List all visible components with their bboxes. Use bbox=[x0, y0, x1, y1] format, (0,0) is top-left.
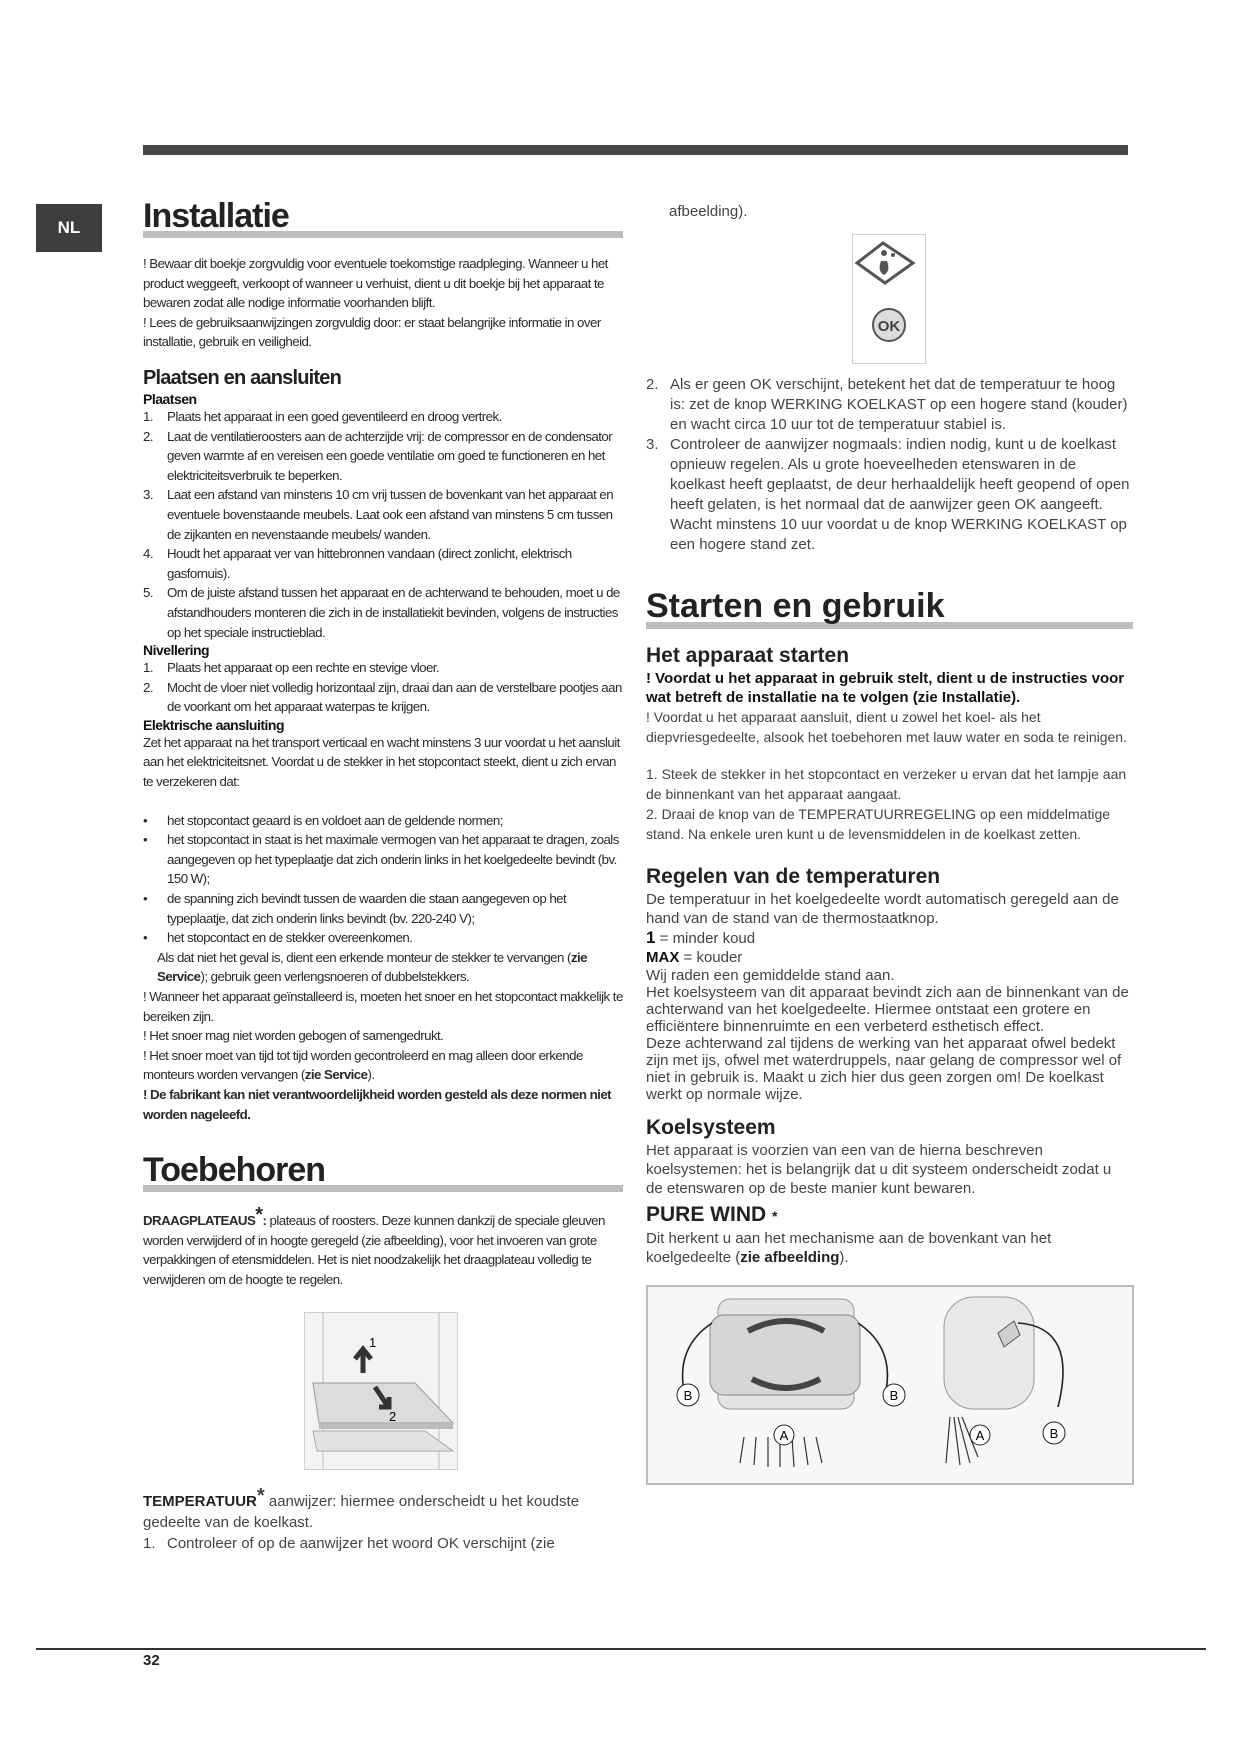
shelf-label-2: 2 bbox=[389, 1408, 397, 1424]
service-link-2[interactable]: zie Service bbox=[304, 1067, 368, 1083]
advice-text: Wij raden een gemiddelde stand aan. bbox=[646, 967, 895, 984]
temperature-check-list bbox=[646, 375, 1131, 555]
shelf-illustration bbox=[305, 1313, 457, 1469]
list-item: 1. Plaats het apparaat op een rechte en stevige vloer. bbox=[143, 660, 440, 676]
toebehoren-heading bbox=[143, 1150, 623, 1194]
list-item: 3. Controleer de aanwijzer nogmaals: indien nodig, kunt u de koelkast opnieuw regelen. Als u grote hoeveelheden etenswaren in de koelkast heeft geplaatst, de deur herhaaldelijk heeft geopend of open heeft gelaten, is het normaal dat de aanwijzer geen OK aangeeft. Wacht minstens 10 uur voordat u de knop WERKING KOELKAST op een hogere stand zet. bbox=[646, 436, 1130, 553]
regelen-text: De temperatuur in het koelgedeelte wordt automatisch geregeld aan de hand van de stand van de thermostaatknop. bbox=[646, 891, 1119, 927]
service-note: Als dat niet het geval is, dient een erkende monteur de stekker te vervangen (zie Service); gebruik geen verlengsnoeren of dubbelstekkers. bbox=[157, 949, 587, 985]
toebehoren-title: Toebehoren bbox=[143, 1151, 326, 1190]
requirements-list bbox=[143, 811, 623, 948]
elektrische-aansluiting-text: Zet het apparaat na het transport verticaal en wacht minstens 3 uur voordat u het aansluit aan het elektriciteitsnet. Voordat u de stekker in het stopcontact steekt, dient u zich ervan te verzekeren dat: bbox=[143, 734, 620, 790]
start-step-2: 2. Draai de knop van de TEMPERATUURREGELING op een middelmatige stand. Na enkele uren kunt u de levensmiddelen in de koelkast zetten. bbox=[646, 806, 1111, 842]
fan-label-b-right: B bbox=[1049, 1426, 1059, 1441]
warning-3: ! Het snoer moet van tijd tot tijd worden gecontroleerd en mag alleen door erkende monteurs worden vervangen (zie Service). bbox=[143, 1047, 583, 1083]
purewind-heading: PURE WIND * bbox=[646, 1203, 778, 1226]
ok-label: OK bbox=[877, 318, 901, 335]
list-item: 1. Plaats het apparaat in een goed geventileerd en droog vertrek. bbox=[143, 408, 502, 424]
footer-rule bbox=[36, 1648, 1206, 1650]
warning-4: ! De fabrikant kan niet verantwoordelijkheid worden gesteld als deze normen niet worden nageleefd. bbox=[143, 1086, 612, 1122]
service-link[interactable]: zie Service bbox=[157, 949, 587, 985]
shelf-figure bbox=[304, 1312, 458, 1470]
koelsysteem-text: Het apparaat is voorzien van een van de hierna beschreven koelsystemen: het is belangrijk dat u dit systeem onderscheidt zodat u de etenswaren op de beste manier kunt bewaren. bbox=[646, 1142, 1112, 1197]
koelsysteem-info-1: Het koelsysteem van dit apparaat bevindt zich aan de binnenkant van de achterwand van het koelgedeelte. Hiermee ontstaat een grotere en efficiëntere binnenruimte en een verbeterd esthetisch effect. bbox=[646, 984, 1129, 1035]
temp-step-1: 1. Controleer of op de aanwijzer het woord OK verschijnt (zie bbox=[143, 1534, 555, 1552]
apparaat-starten-heading: Het apparaat starten bbox=[646, 644, 850, 667]
intro-paragraph-1: ! Bewaar dit boekje zorgvuldig voor eventuele toekomstige raadpleging. Wanneer u het product weggeeft, verkoopt of wanneer u verhuist, dient u dit boekje bij het apparaat te bewaren zodat alle nodige informatie voorhanden blijft. bbox=[143, 256, 608, 311]
language-tab: NL bbox=[36, 204, 102, 252]
setting-max: MAX = kouder bbox=[646, 949, 743, 966]
install-first-warning: ! Voordat u het apparaat in gebruik stelt, dient u de instructies voor wat betreft de installatie na te volgen (zie Installatie). bbox=[646, 670, 1125, 706]
list-item: 2. Als er geen OK verschijnt, betekent het dat de temperatuur te hoog is: zet de knop WERKING KOELKAST op een hogere stand (kouder) en wacht circa 10 uur tot de temperatuur stabiel is. bbox=[646, 376, 1128, 433]
requirement-item: • het stopcontact geaard is en voldoet aan de geldende normen; bbox=[143, 811, 623, 831]
intro-paragraph-2: ! Lees de gebruiksaanwijzingen zorgvuldig door: er staat belangrijke informatie in over installatie, gebruik en veiligheid. bbox=[143, 314, 601, 350]
regelen-heading: Regelen van de temperaturen bbox=[646, 865, 941, 888]
temperatuur-text: TEMPERATUUR* aanwijzer: hiermee onderscheidt u het koudste gedeelte van de koelkast. bbox=[143, 1484, 580, 1531]
purewind-text: Dit herkent u aan het mechanisme aan de bovenkant van het koelgedeelte (zie afbeelding). bbox=[646, 1230, 1052, 1266]
warning-2: ! Het snoer mag niet worden gebogen of samengedrukt. bbox=[143, 1028, 444, 1044]
list-item: 2. Laat de ventilatieroosters aan de achterzijde vrij: de compressor en de condensator geven warmte af en vereisen een goede ventilatie om goed te functioneren en het elektriciteitsverbruik te beperken. bbox=[143, 428, 613, 483]
purewind-figure-link[interactable]: zie afbeelding bbox=[740, 1249, 840, 1266]
koelsysteem-info-2: Deze achterwand zal tijdens de werking van het apparaat ofwel bedekt zijn met ijs, ofwel met waterdruppels, naar gelang de compressor wel of niet in gebruik is. Maakt u zich hier dus geen zorgen om! De koelkast werkt op normale wijze. bbox=[646, 1035, 1122, 1103]
requirement-item: • het stopcontact en de stekker overeenkomen. bbox=[143, 928, 623, 948]
fan-label-b-left: B bbox=[683, 1388, 693, 1403]
plaatsen-subheading: Plaatsen bbox=[143, 390, 197, 407]
requirement-item: • de spanning zich bevindt tussen de waarden die staan aangegeven op het typeplaatje, dat zich onderin links bevindt (bv. 220-240 V); bbox=[143, 889, 623, 928]
fan-label-b-mid: B bbox=[889, 1388, 899, 1403]
fan-label-a-left: A bbox=[779, 1428, 789, 1443]
installatie-heading bbox=[143, 196, 623, 240]
page-number: 32 bbox=[143, 1652, 160, 1669]
fan-label-a-right: A bbox=[975, 1428, 985, 1443]
list-item: 4. Houdt het apparaat ver van hittebronnen vandaan (direct zonlicht, elektrisch gasfornuis). bbox=[143, 546, 572, 581]
purewind-figure bbox=[646, 1285, 1134, 1485]
list-item: 2. Mocht de vloer niet volledig horizontaal zijn, draai dan aan de verstelbare pootjes aan de voorkant om het apparaat waterpas te krijgen. bbox=[143, 679, 622, 715]
afbeelding-continued: afbeelding). bbox=[669, 203, 748, 220]
clean-warning: ! Voordat u het apparaat aansluit, dient u zowel het koel- als het diepvriesgedeelte, alsook het toebehoren met lauw water en soda te reinigen. bbox=[646, 709, 1127, 745]
left-column bbox=[143, 196, 623, 1554]
list-item: 5. Om de juiste afstand tussen het apparaat en de achterwand te behouden, moet u de afstandhouders monteren die zich in de installatiekit bevinden, volgens de instructies op het speciale instructieblad. bbox=[143, 585, 620, 640]
list-item: 3. Laat een afstand van minstens 10 cm vrij tussen de bovenkant van het apparaat en eventuele bovenstaande meubels. Laat ook een afstand van minstens 5 cm tussen de zijkanten en nevenstaande meubels/ wanden. bbox=[143, 487, 614, 542]
starten-title: Starten en gebruik bbox=[646, 587, 945, 625]
warning-1: ! Wanneer het apparaat geïnstalleerd is, moeten het snoer en het stopcontact makkelijk te bereiken zijn. bbox=[143, 989, 623, 1024]
starten-heading bbox=[646, 585, 1131, 631]
start-step-1: 1. Steek de stekker in het stopcontact en verzeker u ervan dat het lampje aan de binnenkant van het apparaat aangaat. bbox=[646, 766, 1127, 802]
koelsysteem-heading: Koelsysteem bbox=[646, 1116, 776, 1139]
ok-indicator-illustration bbox=[853, 235, 925, 363]
shelf-label-1: 1 bbox=[369, 1334, 377, 1350]
right-column bbox=[646, 202, 1131, 1485]
top-bar bbox=[143, 145, 1128, 155]
purewind-illustration bbox=[648, 1287, 1132, 1483]
plaatsen-aansluiten-heading: Plaatsen en aansluiten bbox=[143, 366, 342, 389]
ok-indicator-figure bbox=[852, 234, 926, 364]
installatie-title: Installatie bbox=[143, 197, 289, 235]
draagplateaus-text: DRAAGPLATEAUS*: plateaus of roosters. Deze kunnen dankzij de speciale gleuven worden verwijderd of in hoogte geregeld (zie afbeelding), voor het invoeren van grote verpakkingen of etensmiddelen. Het is niet noodzakelijk het draagplateau volledig te verwijderen om de hoogte te regelen. bbox=[143, 1204, 605, 1287]
nivellering-list bbox=[143, 658, 623, 717]
nivellering-subheading: Nivellering bbox=[143, 642, 210, 659]
elektrische-aansluiting-subheading: Elektrische aansluiting bbox=[143, 716, 284, 733]
plaatsen-list bbox=[143, 407, 623, 642]
setting-min: 1 = minder koud bbox=[646, 928, 756, 947]
requirement-item: • het stopcontact in staat is het maximale vermogen van het apparaat te dragen, zoals aangegeven op het typeplaatje dat zich onderin links in het koelgedeelte bevindt (bv. 150 W); bbox=[143, 830, 623, 889]
